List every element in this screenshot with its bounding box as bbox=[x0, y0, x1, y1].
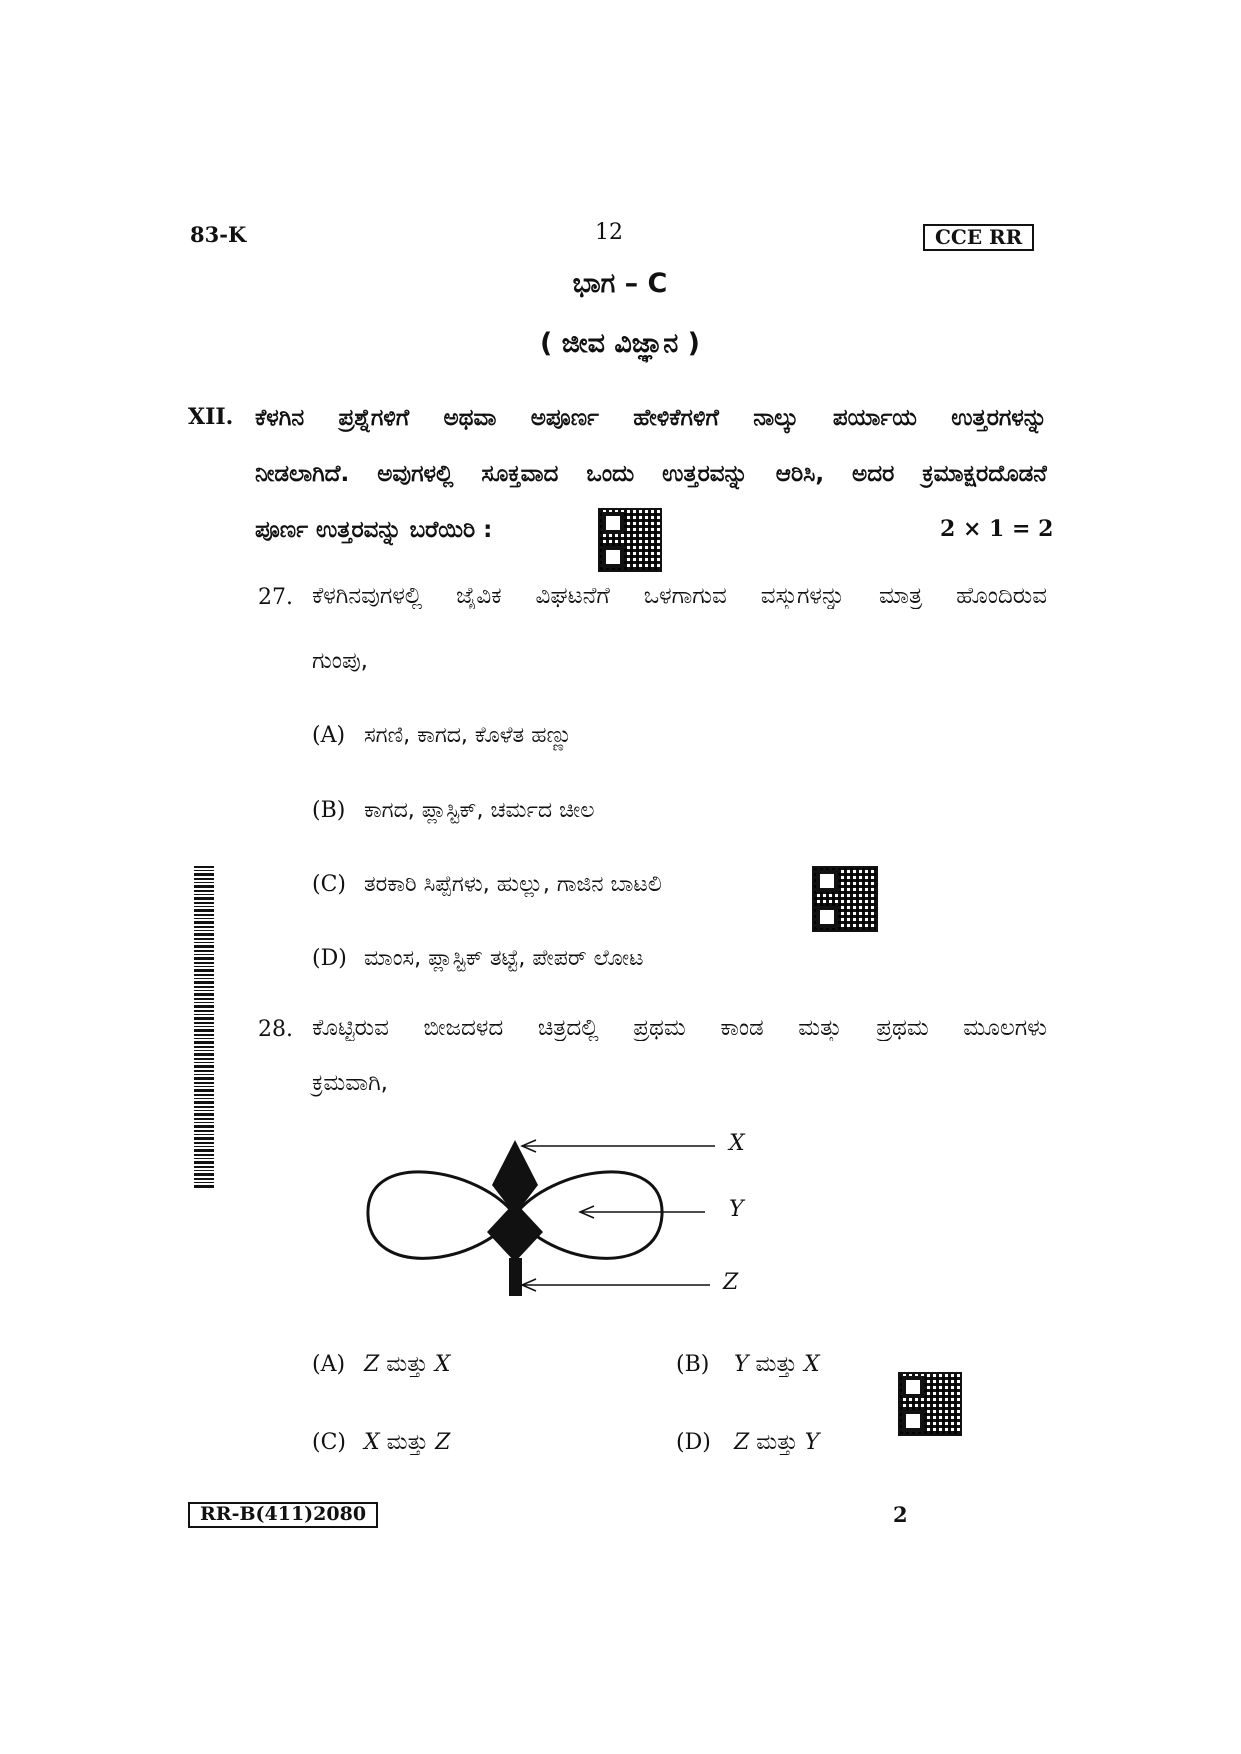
option-label: (B) bbox=[312, 798, 346, 823]
radicle-shape bbox=[509, 1258, 522, 1296]
q27-option-c bbox=[312, 872, 662, 897]
question-28-text-line-2: ಕ್ರಮವಾಗಿ, bbox=[312, 1070, 388, 1096]
question-28-text-line-1: ಕೊಟ್ಟಿರುವ ಬೀಜದಳದ ಚಿತ್ರದಲ್ಲಿ ಪ್ರಥಮ ಕಾಂಡ ಮತ್ತು ಪ್ರಥಮ ಮೂಲಗಳು bbox=[312, 1015, 1047, 1041]
option-conjunction: ಮತ್ತು bbox=[386, 1352, 428, 1377]
qr-code-icon bbox=[812, 866, 878, 932]
figure-label-x: X bbox=[729, 1131, 745, 1156]
q27-option-b bbox=[312, 798, 594, 823]
question-group-number: XII. bbox=[188, 404, 234, 430]
option-text: ಕಾಗದ, ಪ್ಲಾಸ್ಟಿಕ್, ಚರ್ಮದ ಚೀಲ bbox=[364, 798, 595, 823]
q28-option-a bbox=[312, 1352, 450, 1377]
qr-code-icon bbox=[598, 508, 662, 572]
question-28-number: 28. bbox=[258, 1017, 293, 1042]
embryo-body-shape bbox=[487, 1202, 543, 1262]
marks-scheme: 2 × 1 = 2 bbox=[940, 516, 1054, 542]
option-label: (D) bbox=[312, 946, 347, 971]
section-title: ಭಾಗ – C bbox=[572, 268, 668, 299]
option-term-2: Y bbox=[804, 1430, 820, 1455]
q27-option-d bbox=[312, 946, 643, 971]
question-27-number: 27. bbox=[258, 585, 293, 610]
seed-embryo-figure bbox=[360, 1120, 780, 1320]
question-27-text-line-2: ಗುಂಪು, bbox=[312, 648, 368, 674]
figure-label-y: Y bbox=[729, 1197, 744, 1222]
seed-embryo-diagram bbox=[360, 1120, 780, 1320]
q28-option-c bbox=[312, 1430, 450, 1455]
q27-option-a bbox=[312, 723, 572, 748]
option-label: (D) bbox=[676, 1430, 711, 1455]
qr-code-icon bbox=[898, 1372, 962, 1436]
section-subtitle: ( ಜೀವ ವಿಜ್ಞಾನ ) bbox=[540, 328, 700, 359]
option-term-1: Z bbox=[364, 1352, 380, 1377]
option-label: (C) bbox=[312, 872, 346, 897]
figure-label-z: Z bbox=[723, 1270, 739, 1295]
option-term-2: X bbox=[803, 1352, 820, 1377]
instruction-line-3: ಪೂರ್ಣ ಉತ್ತರವನ್ನು ಬರೆಯಿರಿ : bbox=[255, 517, 493, 543]
cce-badge: CCE RR bbox=[923, 224, 1034, 251]
option-term-1: X bbox=[364, 1430, 380, 1455]
option-conjunction: ಮತ್ತು bbox=[756, 1430, 798, 1455]
option-conjunction: ಮತ್ತು bbox=[755, 1352, 797, 1377]
footer-code: RR-B(411)2080 bbox=[188, 1502, 378, 1528]
q28-option-b bbox=[676, 1352, 820, 1377]
instruction-line-1: ಕೆಳಗಿನ ಪ್ರಶ್ನೆಗಳಿಗೆ ಅಥವಾ ಅಪೂರ್ಣ ಹೇಳಿಕೆಗಳಿಗೆ ನಾಲ್ಕು ಪರ್ಯಾಯ ಉತ್ತರಗಳನ್ನು bbox=[255, 405, 1047, 431]
footer-page-number: 2 bbox=[893, 1502, 908, 1527]
option-label: (A) bbox=[312, 1352, 346, 1377]
instruction-line-2: ನೀಡಲಾಗಿದೆ. ಅವುಗಳಲ್ಲಿ ಸೂಕ್ತವಾದ ಒಂದು ಉತ್ತರವನ್ನು ಆರಿಸಿ, ಅದರ ಕ್ರಮಾಕ್ಷರದೊಡನೆ bbox=[255, 461, 1047, 487]
option-text: ತರಕಾರಿ ಸಿಪ್ಪೆಗಳು, ಹುಲ್ಲು, ಗಾಜಿನ ಬಾಟಲಿ bbox=[364, 872, 662, 897]
paper-code: 83-K bbox=[190, 222, 247, 247]
barcode-icon bbox=[194, 866, 214, 1190]
option-term-1: Z bbox=[734, 1430, 750, 1455]
option-term-2: X bbox=[434, 1352, 451, 1377]
option-text: ಮಾಂಸ, ಪ್ಲಾಸ್ಟಿಕ್ ತಟ್ಟೆ, ಪೇಪರ್ ಲೋಟ bbox=[364, 946, 644, 971]
option-conjunction: ಮತ್ತು bbox=[386, 1430, 429, 1455]
option-label: (B) bbox=[676, 1352, 710, 1377]
option-label: (C) bbox=[312, 1430, 346, 1455]
option-label: (A) bbox=[312, 723, 346, 748]
option-term-1: Y bbox=[734, 1352, 749, 1377]
question-27-text-line-1: ಕೆಳಗಿನವುಗಳಲ್ಲಿ ಜೈವಿಕ ವಿಘಟನೆಗೆ ಒಳಗಾಗುವ ವಸ್ತುಗಳನ್ನು ಮಾತ್ರ ಹೊಂದಿರುವ bbox=[312, 583, 1047, 609]
option-term-2: Z bbox=[435, 1430, 451, 1455]
q28-option-d bbox=[676, 1430, 819, 1455]
page-number: 12 bbox=[595, 220, 623, 245]
option-text: ಸಗಣಿ, ಕಾಗದ, ಕೊಳೆತ ಹಣ್ಣು bbox=[364, 723, 573, 748]
